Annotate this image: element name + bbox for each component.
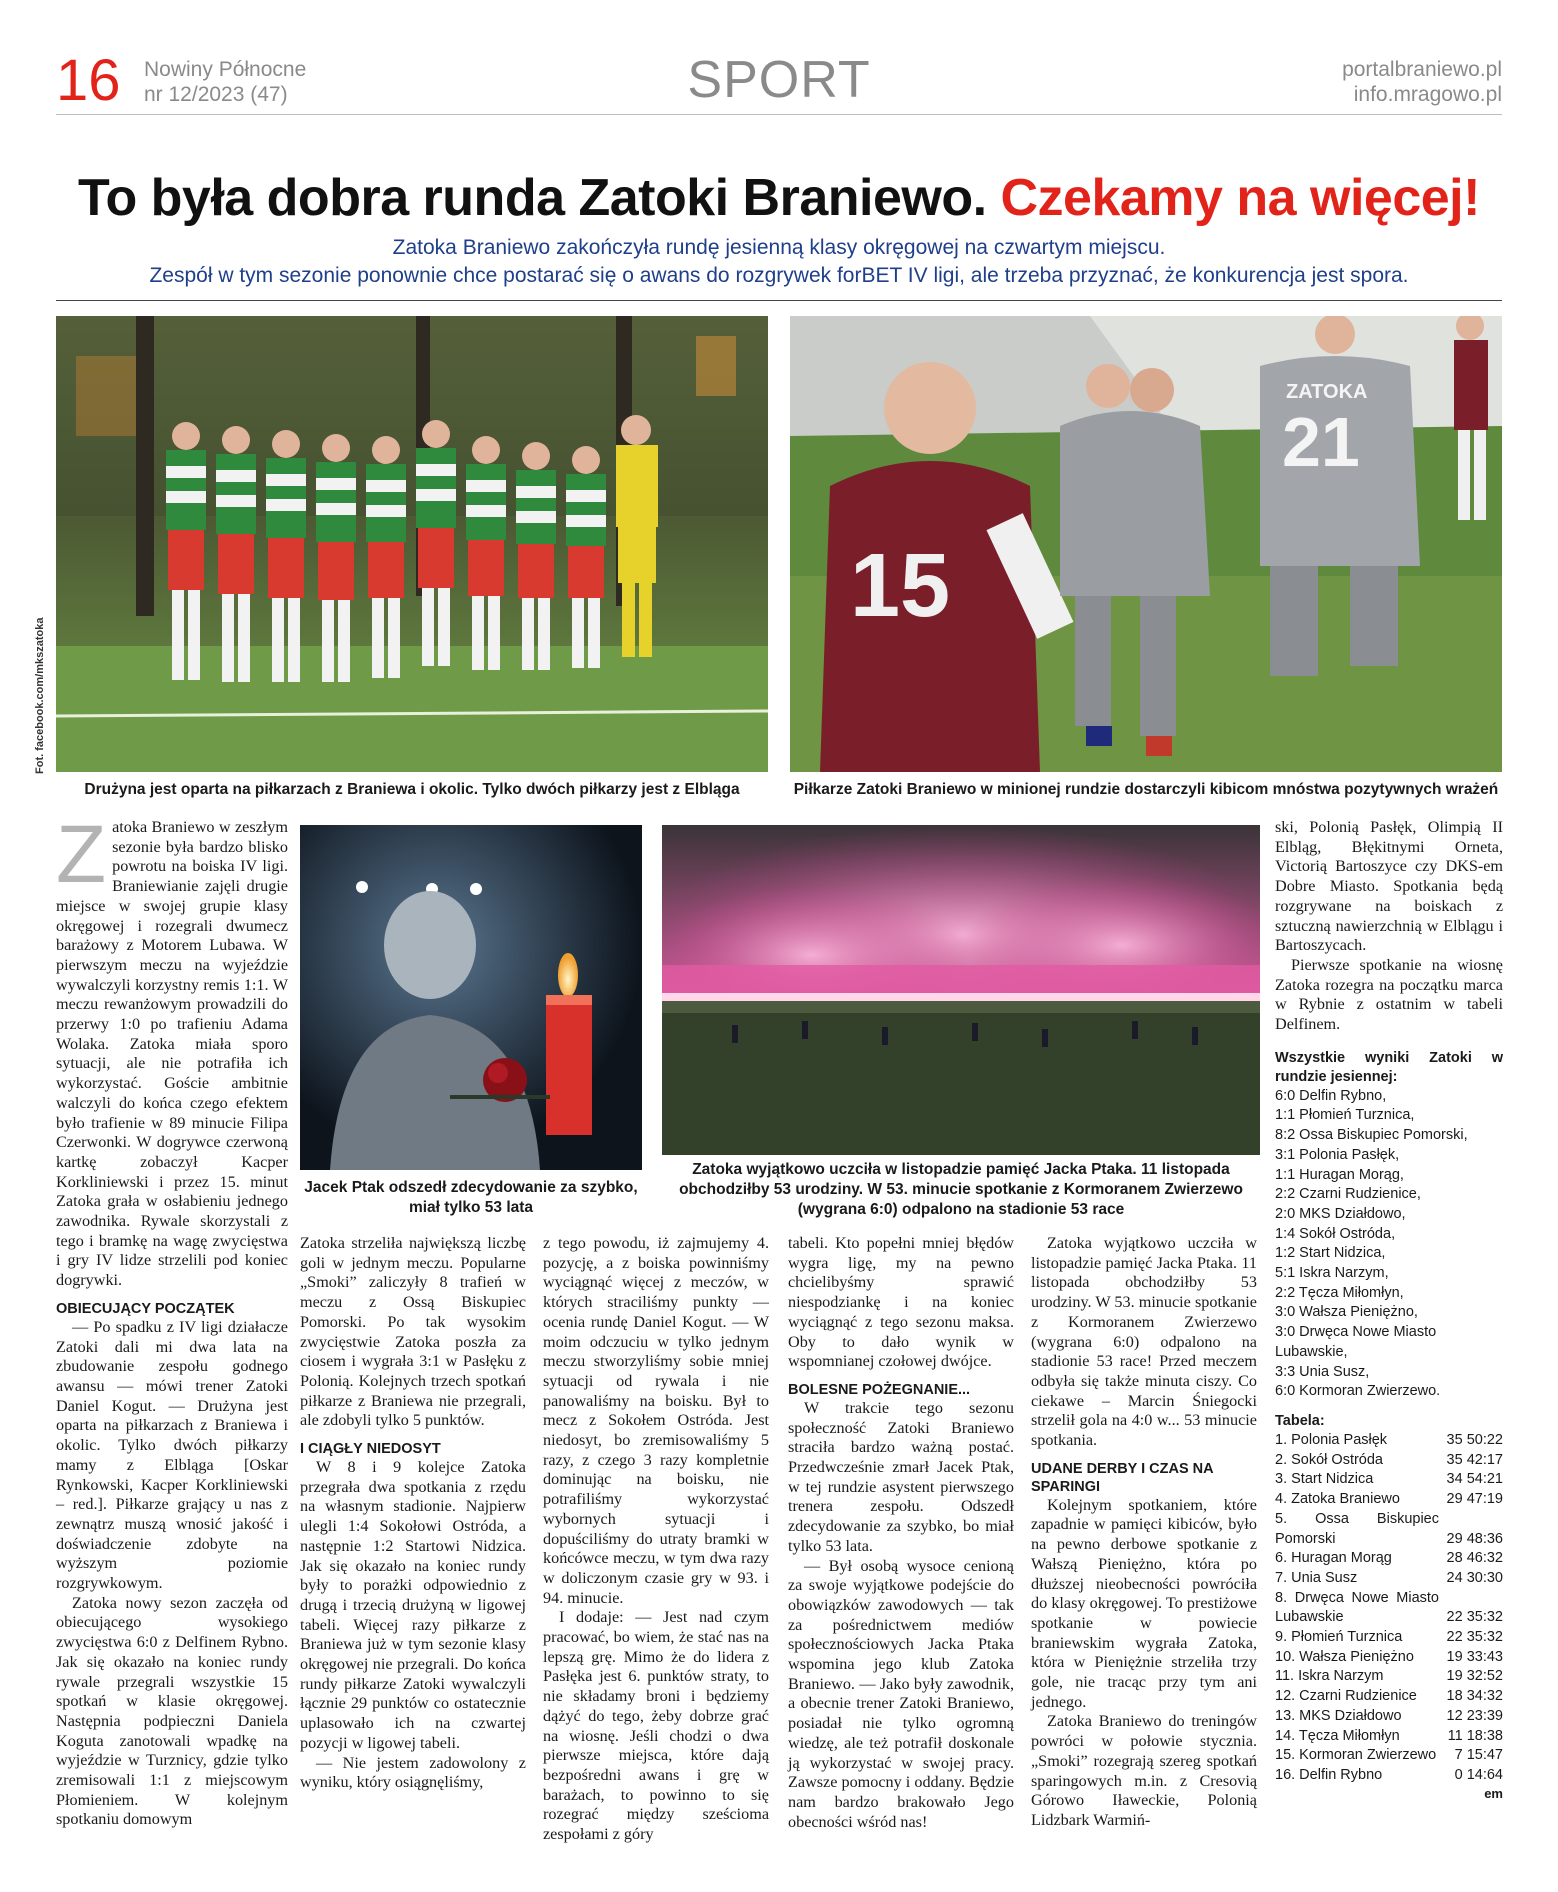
article-column-5	[1031, 1234, 1257, 1831]
article-paragraph: Zatoka nowy sezon zaczęła od obiecującego wysokiego zwycięstwa 6:0 z Delfinem Rybno. Jak się okazało na koniec rundy rywale przegrali wszystkie 15 spotkań w klasie okręgowej. Następnia podpieczni Daniela Koguta zanotowali wpadkę na wyjeździe w Turznicy, gdzie tylko zremisowali 1:1 z miejscowym Płomieniem. W kolejnym spotkaniu domowym	[56, 1593, 288, 1829]
issue-number: nr 12/2023 (47)	[144, 83, 288, 106]
table-row	[1275, 1510, 1503, 1549]
table-row	[1275, 1490, 1503, 1510]
photo-caption-memorial: Jacek Ptak odszedł zdecydowanie za szybko, miał tylko 53 lata	[304, 1179, 638, 1216]
subheading-niedosyt: I CIĄGŁY NIEDOSYT	[300, 1441, 441, 1458]
table-team: 14. Tęcza Miłomłyn	[1275, 1727, 1400, 1744]
article-column-1	[56, 809, 288, 1830]
results-heading: Wszystkie wyniki Zatoki w rundzie jesiennej:	[1275, 1049, 1503, 1085]
table-stats: 24 30:30	[1446, 1569, 1503, 1586]
league-table	[1275, 1431, 1503, 1786]
table-row	[1275, 1569, 1503, 1589]
table-team: 11. Iskra Narzym	[1275, 1668, 1384, 1685]
result-item: 3:3 Unia Susz,	[1275, 1363, 1370, 1380]
lead-line-1: Zatoka Braniewo zakończyła rundę jesienną klasy okręgowej na czwartym miejscu.	[392, 236, 1166, 259]
table-stats: 18 34:32	[1446, 1688, 1503, 1705]
table-stats: 19 32:52	[1446, 1668, 1503, 1685]
table-stats: 22 35:32	[1446, 1609, 1503, 1626]
section-title: SPORT	[687, 51, 871, 109]
table-stats: 29 48:36	[1446, 1530, 1503, 1547]
table-team: 10. Wałsza Pieniężno	[1275, 1648, 1414, 1665]
table-team: 13. MKS Działdowo	[1275, 1707, 1402, 1724]
article-paragraph: Kolejnym spotkaniem, które zapadnie w pamięci kibiców, było na pewno derbowe spotkanie z Wałszą Pieniężno, która po dłuższej nieobecności powróciła do klasy okręgowej. To prestiżowe spotkanie w powiecie braniewskim wygrała Zatoka, która w Pieniężnie strzeliła trzy gole, nie tracąc przy tym ani jednego.	[1031, 1495, 1257, 1711]
table-stats: 11 18:38	[1447, 1727, 1503, 1744]
article-paragraph: — Nie jestem zadowolony z wyniku, który osiągnęliśmy,	[300, 1753, 526, 1792]
table-stats: 35 42:17	[1446, 1451, 1503, 1468]
table-team: 5. Ossa Biskupiec Pomorski	[1275, 1510, 1439, 1547]
result-item: 8:2 Ossa Biskupiec Pomorski,	[1275, 1127, 1468, 1144]
jersey-number-15: 15	[850, 536, 951, 636]
article-headline	[0, 168, 1558, 228]
table-stats: 7 15:47	[1454, 1747, 1503, 1764]
table-row	[1275, 1766, 1503, 1786]
table-row	[1275, 1687, 1503, 1707]
table-team: 9. Płomień Turznica	[1275, 1629, 1403, 1646]
table-row	[1275, 1451, 1503, 1471]
result-item: 6:0 Delfin Rybno,	[1275, 1087, 1387, 1104]
subheading-pozegnanie: BOLESNE POŻEGNANIE...	[788, 1381, 971, 1398]
article-paragraph: Zatoka Braniewo do treningów powróci w połowie stycznia. „Smoki” rozegrają szereg spotkań sparingowych m.in. z Cresovią Górowo Iławeckie, Polonią Lidzbark Warmiń-	[1031, 1712, 1257, 1829]
jersey-number-21: 21	[1282, 403, 1360, 481]
photo-caption-celebration: Piłkarze Zatoki Braniewo w minionej rundzie dostarczyli kibicom mnóstwa pozytywnych wrażeń	[793, 781, 1499, 798]
headline-accent: Czekamy na więcej!	[1000, 169, 1480, 227]
headline-main: To była dobra runda Zatoki Braniewo.	[78, 169, 987, 227]
table-stats: 34 54:21	[1446, 1471, 1503, 1488]
article-paragraph: z tego powodu, iż zajmujemy 4. pozycję, a z boiska powinniśmy wyciągnąć więcej z meczów, w których straciliśmy punkty — ocenia rundę Daniel Kogut. — W moim odczuciu w tylko jednym meczu stworzyliśmy sobie mniej sytuacji od rywala i nie panowaliśmy na boisku. Był to mecz z Sokołem Ostróda. Jest niedosyt, bo zremisowaliśmy 5 razy, z czego 3 razy kompletnie dominując na boisku, nie potrafiliśmy wykorzystać wybornych sytuacji i dopuściliśmy do utraty bramki w końcówce meczu, w tym dwa razy w doliczonym czasie gry w 93. i 94. minucie.	[543, 1234, 769, 1607]
site-link-mragowo[interactable]: info.mragowo.pl	[1353, 83, 1502, 106]
lead-line-2: Zespół w tym sezonie ponownie chce postarać się o awans do rozgrywek forBET IV ligi, ale trzeba przyznać, że konkurencja jest spora.	[149, 264, 1409, 287]
table-heading: Tabela:	[1275, 1412, 1325, 1429]
table-row	[1275, 1431, 1503, 1451]
flares-stadium-photo	[662, 825, 1260, 1155]
result-item: 2:2 Czarni Rudzienice,	[1275, 1186, 1421, 1203]
site-link-braniewo[interactable]: portalbraniewo.pl	[1342, 58, 1502, 81]
table-team: 2. Sokół Ostróda	[1275, 1451, 1383, 1468]
table-row	[1275, 1746, 1503, 1766]
table-team: 1. Polonia Pasłęk	[1275, 1431, 1388, 1448]
table-team: 16. Delfin Rybno	[1275, 1766, 1383, 1783]
publication-name: Nowiny Północne	[144, 58, 307, 81]
table-team: 6. Huragan Morąg	[1275, 1550, 1392, 1567]
table-stats: 19 33:43	[1446, 1648, 1503, 1665]
result-item: 6:0 Kormoran Zwierzewo.	[1275, 1383, 1441, 1400]
table-row	[1275, 1667, 1503, 1687]
table-stats: 0 14:64	[1454, 1766, 1503, 1783]
lead-divider	[56, 300, 1502, 301]
result-item: 5:1 Iskra Narzym,	[1275, 1265, 1389, 1282]
result-item: 1:1 Płomień Turznica,	[1275, 1107, 1415, 1124]
table-row	[1275, 1628, 1503, 1648]
page-number: 16	[56, 48, 121, 113]
result-item: 3:0 Wałsza Pieniężno,	[1275, 1304, 1418, 1321]
article-paragraph: Pierwsze spotkanie na wiosnę Zatoka rozegra na początku marca w Rybnie z ostatnim w tabeli Delfinem.	[1275, 955, 1503, 1034]
subheading-derby: UDANE DERBY I CZAS NA SPARINGI	[1031, 1460, 1214, 1495]
article-paragraph: ski, Polonią Pasłęk, Olimpią II Elbląg, Błękitnymi Orneta, Victorią Bartoszyce czy DKS-em Dobre Miasto. Spotkania będą rozgrywane na boiskach z sztuczną nawierzchnią w Elblągu i Bartoszycach.	[1275, 818, 1503, 955]
result-item: 3:1 Polonia Pasłęk,	[1275, 1146, 1400, 1163]
article-paragraph: I dodaje: — Jest nad czym pracować, bo wiem, że stać nas na lepszą grę. Mimo że do lidera z Pasłęka jest 6. punktów straty, to nie składamy broni i będziemy dążyć do tego, żeby dobrze grać na wiosnę. Jeśli chodzi o dwa pierwsze miejsca, które dają bezpośredni awans i grę w barażach, to powinno to się rozegrać między sześcioma zespołami z góry	[543, 1608, 769, 1844]
table-row	[1275, 1707, 1503, 1727]
table-team: 8. Drwęca Nowe Miasto Lubawskie	[1275, 1589, 1439, 1626]
drop-cap: Z	[56, 809, 107, 900]
result-item: 3:0 Drwęca Nowe Miasto Lubawskie,	[1275, 1324, 1437, 1360]
article-paragraph: W trakcie tego sezonu społeczność Zatoki Braniewo straciła bardzo ważną postać. Przedwcześnie zmarł Jacek Ptak, w tej rundzie asystent pierwszego trenera zespołu. Odszedł zdecydowanie za szybko, bo miał tylko 53 lata.	[788, 1398, 1014, 1555]
table-stats: 12 23:39	[1446, 1707, 1503, 1724]
table-row	[1275, 1727, 1503, 1747]
table-row	[1275, 1549, 1503, 1569]
article-paragraph: Zatoka Braniewo w zeszłym sezonie była bardzo blisko powrotu na boiska IV ligi. Braniewianie zajęli drugie miejsce w swojej grupie klasy okręgowej i rozegrali dwumecz barażowy z Motorem Lubawa. W pierwszym meczu na wyjeździe wywalczyli korzystny remis 1:1. W meczu rewanżowym prowadzili do przerwy 1:0 po trafieniu Adama Wolaka. Zatoka miała sporo sytuacji, ale nie potrafiła ich wykorzystać. Goście ambitnie walczyli do końca czego efektem było trafienie w 89 minucie Filipa Czerwonki. W dogrywce czerwoną kartkę zobaczył Kacper Korkliniewski i przez 15. minut Zatoka grała w osłabieniu jednego zawodnika. Rywale skorzystali z tego i bramkę na wagę zwycięstwa i gry IV lidze strzelili pod koniec dogrywki.	[56, 809, 288, 1290]
team-lineup-photo	[56, 316, 768, 772]
memorial-portrait-photo	[300, 825, 642, 1170]
table-stats: 22 35:32	[1446, 1629, 1503, 1646]
article-column-4	[788, 1234, 1014, 1832]
article-lead	[60, 234, 1498, 290]
table-row	[1275, 1470, 1503, 1490]
table-stats: 35 50:22	[1446, 1431, 1503, 1448]
photo-caption-lineup: Drużyna jest oparta na piłkarzach z Braniewa i okolic. Tylko dwóch piłkarzy jest z Elbląga	[84, 781, 740, 798]
article-paragraph: — Po spadku z IV ligi działacze Zatoki dali mi dwa lata na zbudowanie zespołu godnego awansu — mówi trener Zatoki Daniel Kogut. — Drużyna jest oparta na piłkarzach z Braniewa i okolic. Tylko dwóch piłkarzy mamy z Elbląga [Oskar Rynkowski, Kacper Korkliniewski – red.]. Piłkarze grający u nas z zewnątrz muszą wnosić jakość i doświadczenie zdobyte na wyższym poziomie rozgrywkowym.	[56, 1317, 288, 1593]
article-paragraph: Zatoka wyjątkowo uczciła w listopadzie pamięć Jacka Ptaka. 11 listopada obchodziłby 53 urodziny. W 53. minucie spotkanie z Kormoranem Zwierzewo (wygrana 6:0) odpalono na stadionie 53 race! Przed meczem odbyła się także minuta ciszy. Co ciekawe – Marcin Śniegocki strzelił gola na 4:0 w... 53 minucie spotkania.	[1031, 1234, 1257, 1450]
result-item: 2:2 Tęcza Miłomłyn,	[1275, 1284, 1404, 1301]
article-column-6	[1275, 818, 1503, 1802]
table-team: 12. Czarni Rudzienice	[1275, 1688, 1417, 1705]
article-column-3	[543, 1234, 769, 1845]
table-team: 7. Unia Susz	[1275, 1569, 1358, 1586]
results-list	[1275, 1087, 1503, 1402]
result-item: 2:0 MKS Działdowo,	[1275, 1205, 1406, 1222]
article-paragraph: — Był osobą wysoce cenioną za swoje wyjątkowe podejście do obowiązków zawodowych — tak za pośrednictwem mediów społecznościowych Jacka Ptaka wspomina jego klub Zatoka Braniewo. — Jako były zawodnik, a obecnie trener Zatoki Braniewo, posiadał nie tylko ogromną wiedzę, ale też potrafił doskonale ją wykorzystać w swojej pracy. Zawsze pomocny i oddany. Będzie nam bardzo brakowało Jego obecności wśród nas!	[788, 1556, 1014, 1831]
table-stats: 28 46:32	[1446, 1550, 1503, 1567]
result-item: 1:2 Start Nidzica,	[1275, 1245, 1386, 1262]
subheading-obiecujacy: OBIECUJĄCY POCZĄTEK	[56, 1300, 235, 1317]
article-paragraph: tabeli. Kto popełni mniej błędów wygra ligę, my na pewno chcielibyśmy sprawić niespodziankę i na koniec wyciągnąć z tego sezonu maksa. Oby to dało wynik w wspomnianej czołowej dwójce.	[788, 1234, 1014, 1371]
jersey-club-text: ZATOKA	[1286, 381, 1368, 403]
table-team: 4. Zatoka Braniewo	[1275, 1491, 1400, 1508]
result-item: 1:1 Huragan Morąg,	[1275, 1166, 1404, 1183]
article-paragraph: W 8 i 9 kolejce Zatoka przegrała dwa spotkania z rzędu na własnym stadionie. Najpierw ulegli 1:4 Sokołowi Ostróda, a następnie 1:2 Startowi Nidzica. Jak się okazało na koniec rundy były to porażki odpowiednio z drugą i trzecią drużyną w ligowej tabeli. Więcej razy piłkarze z Braniewa już w tym sezonie klasy okręgowej nie przegrali. Do końca rundy piłkarze Zatoki wywalczyli łącznie 29 punktów co ostatecznie uplasowało ich na czwartej pozycji w ligowej tabeli.	[300, 1458, 526, 1752]
table-row	[1275, 1648, 1503, 1668]
celebration-photo	[790, 316, 1502, 772]
article-column-2	[300, 1234, 526, 1793]
photo-caption-flares: Zatoka wyjątkowo uczciła w listopadzie pamięć Jacka Ptaka. 11 listopada obchodziłby 53 urodziny. W 53. minucie spotkanie z Kormoranem Zwierzewo (wygrana 6:0) odpalono na stadionie 53 race	[679, 1161, 1243, 1218]
site-links	[1342, 57, 1502, 107]
photo-credit: Fot. facebook.com/mkszatoka	[34, 617, 46, 774]
table-stats: 29 47:19	[1446, 1491, 1503, 1508]
author-signature: em	[1484, 1785, 1503, 1801]
table-team: 15. Kormoran Zwierzewo	[1275, 1747, 1437, 1764]
result-item: 1:4 Sokół Ostróda,	[1275, 1225, 1396, 1242]
table-team: 3. Start Nidzica	[1275, 1471, 1374, 1488]
article-paragraph: Zatoka strzeliła największą liczbę goli w jednym meczu. Popularne „Smoki” zaliczyły 8 trafień w meczu z Ossą Biskupiec Pomorski. Po tak wysokim zwycięstwie Zatoka poszła za ciosem i wygrała 3:1 w Pasłęku z Polonią. Kolejnych trzech spotkań piłkarze z Braniewa nie przegrali, ale zdobyli tylko 5 punktów.	[300, 1234, 526, 1430]
header-divider	[56, 114, 1502, 115]
table-row	[1275, 1589, 1503, 1628]
